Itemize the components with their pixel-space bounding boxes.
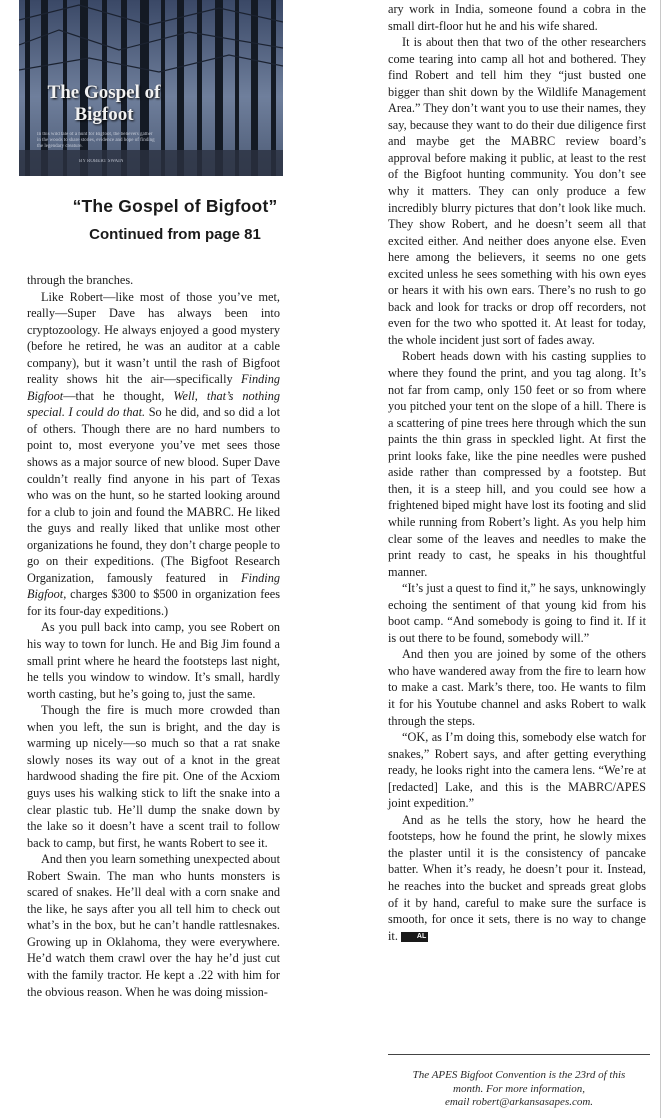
paragraph: “It’s just a quest to find it,” he says, unknowingly echoing the sentiment of that young kid from his boot camp. “And somebody is going to find it. If it is out there to be found, somebody will.” xyxy=(388,581,646,645)
cover-caption: In this wild tale of a hunt for Bigfoot, the believers gather in the woods to share stories, evidence and hope of finding the legendary creature. xyxy=(37,132,155,149)
story-title: “The Gospel of Bigfoot” xyxy=(72,196,278,216)
paragraph xyxy=(388,812,646,944)
end-of-story-mark: AL xyxy=(401,932,428,942)
page-edge-line xyxy=(660,0,661,1118)
continued-from-note: Continued from page 81 xyxy=(89,226,261,243)
footnote-divider xyxy=(388,1054,650,1055)
paragraph: “OK, as I’m doing this, somebody else watch for snakes,” Robert says, and after getting everything ready, he looks right into the camera lens. “We’re at [redacted] Lake, and this is the MABRC/APES joint expedition.” xyxy=(388,730,646,811)
paragraph: ary work in India, someone found a cobra in the small dirt-floor hut he and his wife shared. xyxy=(388,2,646,33)
left-column xyxy=(27,272,280,1000)
paragraph: As you pull back into camp, you see Robert on his way to town for lunch. He and Big Jim found a small print where he heard the footsteps last night, he tells you window to window. It’s small, hardly worth casting, but he’s going to, just the same. xyxy=(27,620,280,701)
footnote-line: month. For more information, xyxy=(453,1082,585,1095)
paragraph: And then you learn something unexpected about Robert Swain. The man who hunts monsters is scared of snakes. He’ll deal with a corn snake and the like, he says after you all tell him to check out what’s in the box, but he can’t handle rattlesnakes. Growing up in Oklahoma, they were everywhere. He’d watch them crawl over the hay he’d just cut with the family tractor. He kept a .22 with him for the obvious reason. When he was doing mission- xyxy=(27,852,280,999)
right-column xyxy=(388,1,646,944)
paragraph: through the branches. xyxy=(27,273,134,287)
cover-title: The Gospel of Bigfoot xyxy=(47,82,161,125)
paragraph: Robert heads down with his casting supplies to where they found the print, and you tag along. It’s not far from camp, only 150 feet or so from where you pitched your tent on the slope of a hill. There is a scattering of pine trees here through which the sun paints the thin grass in speckled light. At first the print looks fake, like the pine needles were pushed aside rather than compressed by a footstep. But then, it is a steep hill, and you could see how a frightened biped might have lost its footing and slid while running from Robert’s light. As you help him clear some of the leaves and needles to make the print ready to cast, he speaks in his thoughtful manner. xyxy=(388,349,646,579)
footnote-line: The APES Bigfoot Convention is the 23rd of this xyxy=(412,1069,626,1081)
footnote xyxy=(388,1069,650,1110)
paragraph: Like Robert—like most of those you’ve met, really—Super Dave has always been into cryptozoology. He always enjoyed a good mystery (before he retired, he was an auditor at a cable company), but it wasn’t until the rash of Bigfoot reality shows hit the air—specifically Finding Bigfoot—that he thought, Well, that’s nothing special. I could do that. So he did, and so did a lot of others. Though there are no hard numbers to point to, most everyone you’ve met sees those shows as a major source of new blood. Super Dave couldn’t really find anyone in his part of Texas who was on the hunt, so he started looking around for a club to join and found the MABRC. He liked the guys and really liked that unlike most other organizations he found, they don’t charge people to go on their expeditions. (The Bigfoot Research Organization, famously featured in Finding Bigfoot, charges $300 to $500 in organization fees for its four-day expeditions.) xyxy=(27,289,280,618)
paragraph: Though the fire is much more crowded than when you left, the sun is bright, and the day is warming up nicely—so much so that a rat snake slowly noses its way out of a knot in the great hardwood shading the fire pit. One of the Acxiom guys uses his walking stick to lift the snake into a clear plastic tub. He’ll dump the snake down by the lake so it doesn’t have a scent trail to follow back to camp, but first, he wants Robert to see it. xyxy=(27,703,280,850)
footnote-email: email robert@arkansasapes.com. xyxy=(444,1096,594,1108)
cover-byline: BY ROBERT SWAIN xyxy=(79,159,124,164)
paragraph: It is about then that two of the other researchers come tearing into camp all hot and bothered. They find Robert and tell him they “just busted one bigger than shit down by the Wildlife Management Area.” They don’t want you to use their names, they say, because they want to do their due diligence first and maybe get the MABRC review board’s approval before making it public, at least to the rest of the Bigfoot hunting community. You don’t see why it matters. They can only produce a few incredibly blurry pictures that don’t look like much. They show Robert, and he doesn’t seem all that excited either. And neither does anyone else. Even here among the believers, it seems no one gets excited unless he sees something with his own eyes or hears it with his own ears. There’s no rush to go back and look for tracks or drop off recorders, not even for the two who spotted it. At least for today, the whole incident just sort of fades away. xyxy=(388,35,646,347)
cover-image xyxy=(19,0,283,176)
paragraph-text: And as he tells the story, how he heard the footsteps, how he found the print, he slowly mixes the plaster until it is the consistency of pancake batter. When it’s ready, he doesn’t pour it. Instead, he reaches into the bucket and spreads great globs of it by hand, careful to make sure the surface is smooth, for once it sets, there is no way to change it. xyxy=(388,812,646,943)
paragraph: And then you are joined by some of the others who have wandered away from the fire to learn how to make a cast. Mark’s there, too. He wants to film it for his Youtube channel and asks Robert to walk through the steps. xyxy=(388,647,646,728)
